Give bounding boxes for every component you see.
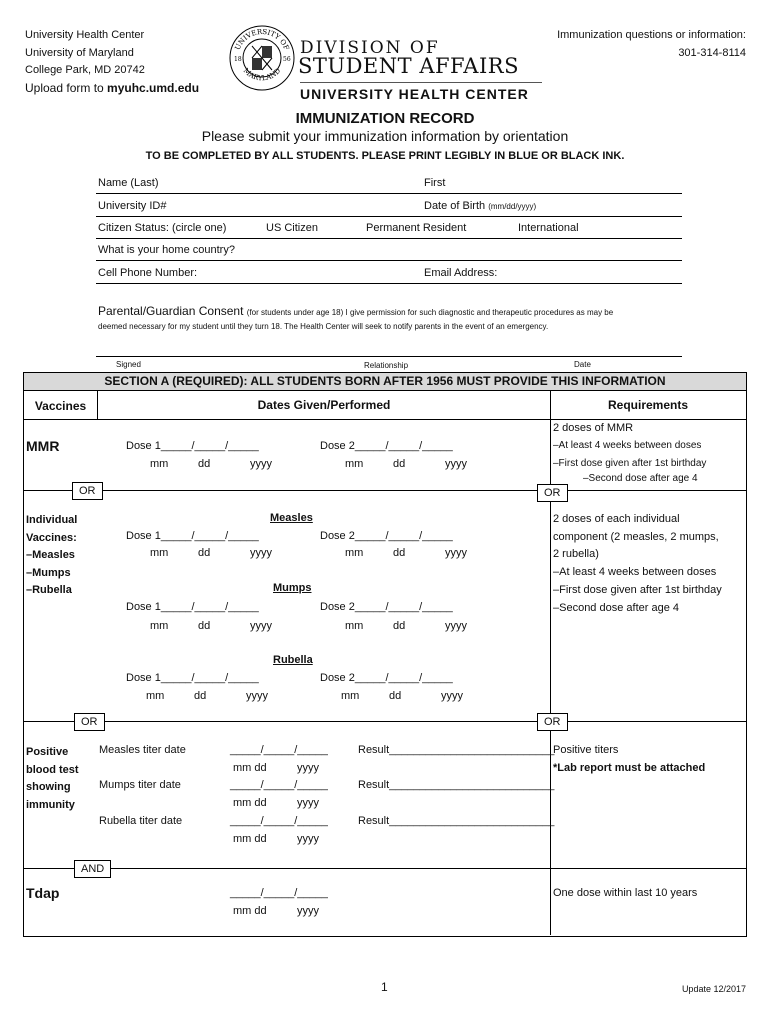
- mumps-d2-mm: mm: [345, 620, 364, 632]
- mumps-dose2[interactable]: Dose 2_____/_____/_____: [320, 601, 453, 613]
- individual-requirements: 2 doses of each individual component (2 measles, 2 mumps, 2 rubella) –At least 4 weeks between doses –First dose given after 1st birthday –Second dose after age 4: [553, 513, 722, 614]
- citizen-status-label: Citizen Status: (circle one): [98, 222, 227, 234]
- measles-titer-mmdd: mm dd: [233, 762, 267, 774]
- svg-text:56: 56: [283, 56, 291, 63]
- and-separator: AND: [74, 860, 111, 878]
- consent-text-1: (for students under age 18) I give permission for such diagnostic and therapeutic procedures as may be: [246, 308, 614, 317]
- header-address-line-2: University of Maryland: [25, 47, 134, 59]
- svg-text:MARYLAND: MARYLAND: [241, 66, 283, 83]
- rubella-titer-mmdd: mm dd: [233, 833, 267, 845]
- rubella-titer-result[interactable]: Result___________________________: [358, 815, 555, 827]
- tdap-mmdd: mm dd: [233, 905, 267, 917]
- rubella-titer-yyyy: yyyy: [297, 833, 319, 845]
- signed-label: Signed: [116, 360, 141, 369]
- mmr-dose2-dd: dd: [393, 458, 406, 470]
- university-seal-logo: [228, 24, 296, 92]
- measles-titer-result[interactable]: Result___________________________: [358, 744, 555, 756]
- or-separator-1: OR: [72, 482, 103, 500]
- rubella-d1-yyyy: yyyy: [246, 690, 268, 702]
- relationship-label: Relationship: [364, 361, 409, 370]
- measles-d2-dd: dd: [393, 547, 406, 559]
- consent-signature-line[interactable]: [96, 356, 682, 357]
- instructions: TO BE COMPLETED BY ALL STUDENTS. PLEASE PRINT LEGIBLY IN BLUE OR BLACK INK.: [145, 150, 625, 162]
- mmr-dose1-yyyy: yyyy: [250, 458, 272, 470]
- header-address-line-1: University Health Center: [25, 29, 145, 41]
- phone-email-line[interactable]: [96, 283, 682, 284]
- page-subtitle: Please submit your immunization information by orientation: [201, 128, 569, 144]
- measles-dose1[interactable]: Dose 1_____/_____/_____: [126, 530, 259, 542]
- mmr-req-4: –Second dose after age 4: [583, 473, 698, 484]
- mmr-dose1-mm: mm: [150, 458, 169, 470]
- tdap-yyyy: yyyy: [297, 905, 319, 917]
- mumps-d2-yyyy: yyyy: [445, 620, 467, 632]
- home-country-line[interactable]: [96, 260, 682, 261]
- col-requirements: Requirements: [607, 398, 689, 412]
- mmr-dose1[interactable]: Dose 1_____/_____/_____: [126, 440, 259, 452]
- mumps-titer-result[interactable]: Result___________________________: [358, 779, 555, 791]
- consent-label: Parental/Guardian Consent: [98, 304, 244, 318]
- mumps-d1-yyyy: yyyy: [250, 620, 272, 632]
- mumps-titer-date[interactable]: _____/_____/_____: [230, 779, 328, 791]
- mmr-dose2-yyyy: yyyy: [445, 458, 467, 470]
- rubella-d1-dd: dd: [194, 690, 207, 702]
- rubella-dose1[interactable]: Dose 1_____/_____/_____: [126, 672, 259, 684]
- logo-university-health-center: UNIVERSITY HEALTH CENTER: [300, 86, 529, 102]
- contact-label: Immunization questions or information:: [557, 29, 746, 41]
- option-permanent-resident[interactable]: Permanent Resident: [366, 222, 467, 234]
- measles-d2-yyyy: yyyy: [445, 547, 467, 559]
- mumps-titer-yyyy: yyyy: [297, 797, 319, 809]
- titer-req-1: Positive titers: [553, 744, 619, 756]
- rubella-titer-date[interactable]: _____/_____/_____: [230, 815, 328, 827]
- tdap-req: One dose within last 10 years: [553, 887, 698, 899]
- rubella-titer-label: Rubella titer date: [99, 815, 183, 827]
- measles-titer-yyyy: yyyy: [297, 762, 319, 774]
- col-dates: Dates Given/Performed: [257, 398, 391, 412]
- logo-division-of: DIVISION OF: [300, 38, 440, 58]
- rubella-d2-mm: mm: [341, 690, 360, 702]
- titer-req-2: *Lab report must be attached: [553, 762, 706, 774]
- mmr-dose1-dd: dd: [198, 458, 211, 470]
- mumps-heading: Mumps: [273, 582, 312, 594]
- svg-text:UNIVERSITY OF: UNIVERSITY OF: [233, 27, 291, 52]
- rubella-dose2[interactable]: Dose 2_____/_____/_____: [320, 672, 453, 684]
- or-separator-2: OR: [74, 713, 105, 731]
- rubella-heading: Rubella: [273, 654, 313, 666]
- titer-label: Positive blood test showing immunity: [26, 746, 79, 811]
- measles-d1-mm: mm: [150, 547, 169, 559]
- mmr-dose2[interactable]: Dose 2_____/_____/_____: [320, 440, 453, 452]
- measles-titer-date[interactable]: _____/_____/_____: [230, 744, 328, 756]
- or-separator-1-req: OR: [537, 484, 568, 502]
- or-separator-2-req: OR: [537, 713, 568, 731]
- measles-d2-mm: mm: [345, 547, 364, 559]
- date-label: Date: [574, 360, 591, 369]
- mumps-titer-mmdd: mm dd: [233, 797, 267, 809]
- name-line[interactable]: [96, 193, 682, 194]
- header-address-line-3: College Park, MD 20742: [25, 64, 145, 76]
- id-dob-line[interactable]: [96, 216, 682, 217]
- measles-d1-yyyy: yyyy: [250, 547, 272, 559]
- upload-instruction: Upload form to myuhc.umd.edu: [25, 81, 200, 95]
- mumps-dose1[interactable]: Dose 1_____/_____/_____: [126, 601, 259, 613]
- rubella-d1-mm: mm: [146, 690, 165, 702]
- contact-phone: 301-314-8114: [678, 47, 746, 59]
- measles-titer-label: Measles titer date: [99, 744, 186, 756]
- mumps-d1-mm: mm: [150, 620, 169, 632]
- mumps-d1-dd: dd: [198, 620, 211, 632]
- mmr-req-3: –First dose given after 1st birthday: [553, 458, 707, 469]
- page-number: 1: [381, 980, 388, 994]
- section-a-table: [23, 372, 747, 937]
- tdap-date[interactable]: _____/_____/_____: [230, 887, 328, 899]
- email-label: Email Address:: [424, 267, 498, 279]
- svg-text:18: 18: [234, 56, 242, 63]
- individual-vaccines-label: Individual Vaccines: –Measles –Mumps –Rubella: [26, 514, 78, 596]
- mmr-req-1: 2 doses of MMR: [553, 422, 634, 434]
- mumps-d2-dd: dd: [393, 620, 406, 632]
- measles-d1-dd: dd: [198, 547, 211, 559]
- tdap-label: Tdap: [26, 885, 60, 901]
- mmr-label: MMR: [26, 438, 60, 454]
- section-a-header: SECTION A (REQUIRED): ALL STUDENTS BORN AFTER 1956 MUST PROVIDE THIS INFORMATION: [24, 373, 746, 391]
- rubella-d2-dd: dd: [389, 690, 402, 702]
- measles-heading: Measles: [270, 512, 313, 524]
- university-id-label: University ID#: [98, 200, 167, 212]
- measles-dose2[interactable]: Dose 2_____/_____/_____: [320, 530, 453, 542]
- mmr-dose2-mm: mm: [345, 458, 364, 470]
- first-name-label: First: [424, 177, 446, 189]
- rubella-d2-yyyy: yyyy: [441, 690, 463, 702]
- home-country-label: What is your home country?: [98, 244, 235, 256]
- consent-paragraph: [98, 304, 613, 318]
- mumps-titer-label: Mumps titer date: [99, 779, 181, 791]
- consent-text-2: deemed necessary for my student until they turn 18. The Health Center will seek to notify parents in the event of an emergency.: [98, 322, 549, 331]
- option-us-citizen[interactable]: US Citizen: [266, 222, 318, 234]
- cell-phone-label: Cell Phone Number:: [98, 267, 198, 279]
- dob-format: (mm/dd/yyyy): [488, 202, 537, 211]
- update-date: Update 12/2017: [681, 984, 746, 994]
- name-last-label: Name (Last): [98, 177, 159, 189]
- page-title: IMMUNIZATION RECORD: [295, 110, 475, 127]
- upload-site-link[interactable]: myuhc.umd.edu: [107, 81, 200, 95]
- col-vaccines: Vaccines: [34, 399, 87, 413]
- dob-label: Date of Birth (mm/dd/yyyy): [424, 200, 537, 212]
- logo-student-affairs: STUDENT AFFAIRS: [298, 54, 519, 78]
- mmr-req-2: –At least 4 weeks between doses: [553, 440, 702, 451]
- option-international[interactable]: International: [518, 222, 579, 234]
